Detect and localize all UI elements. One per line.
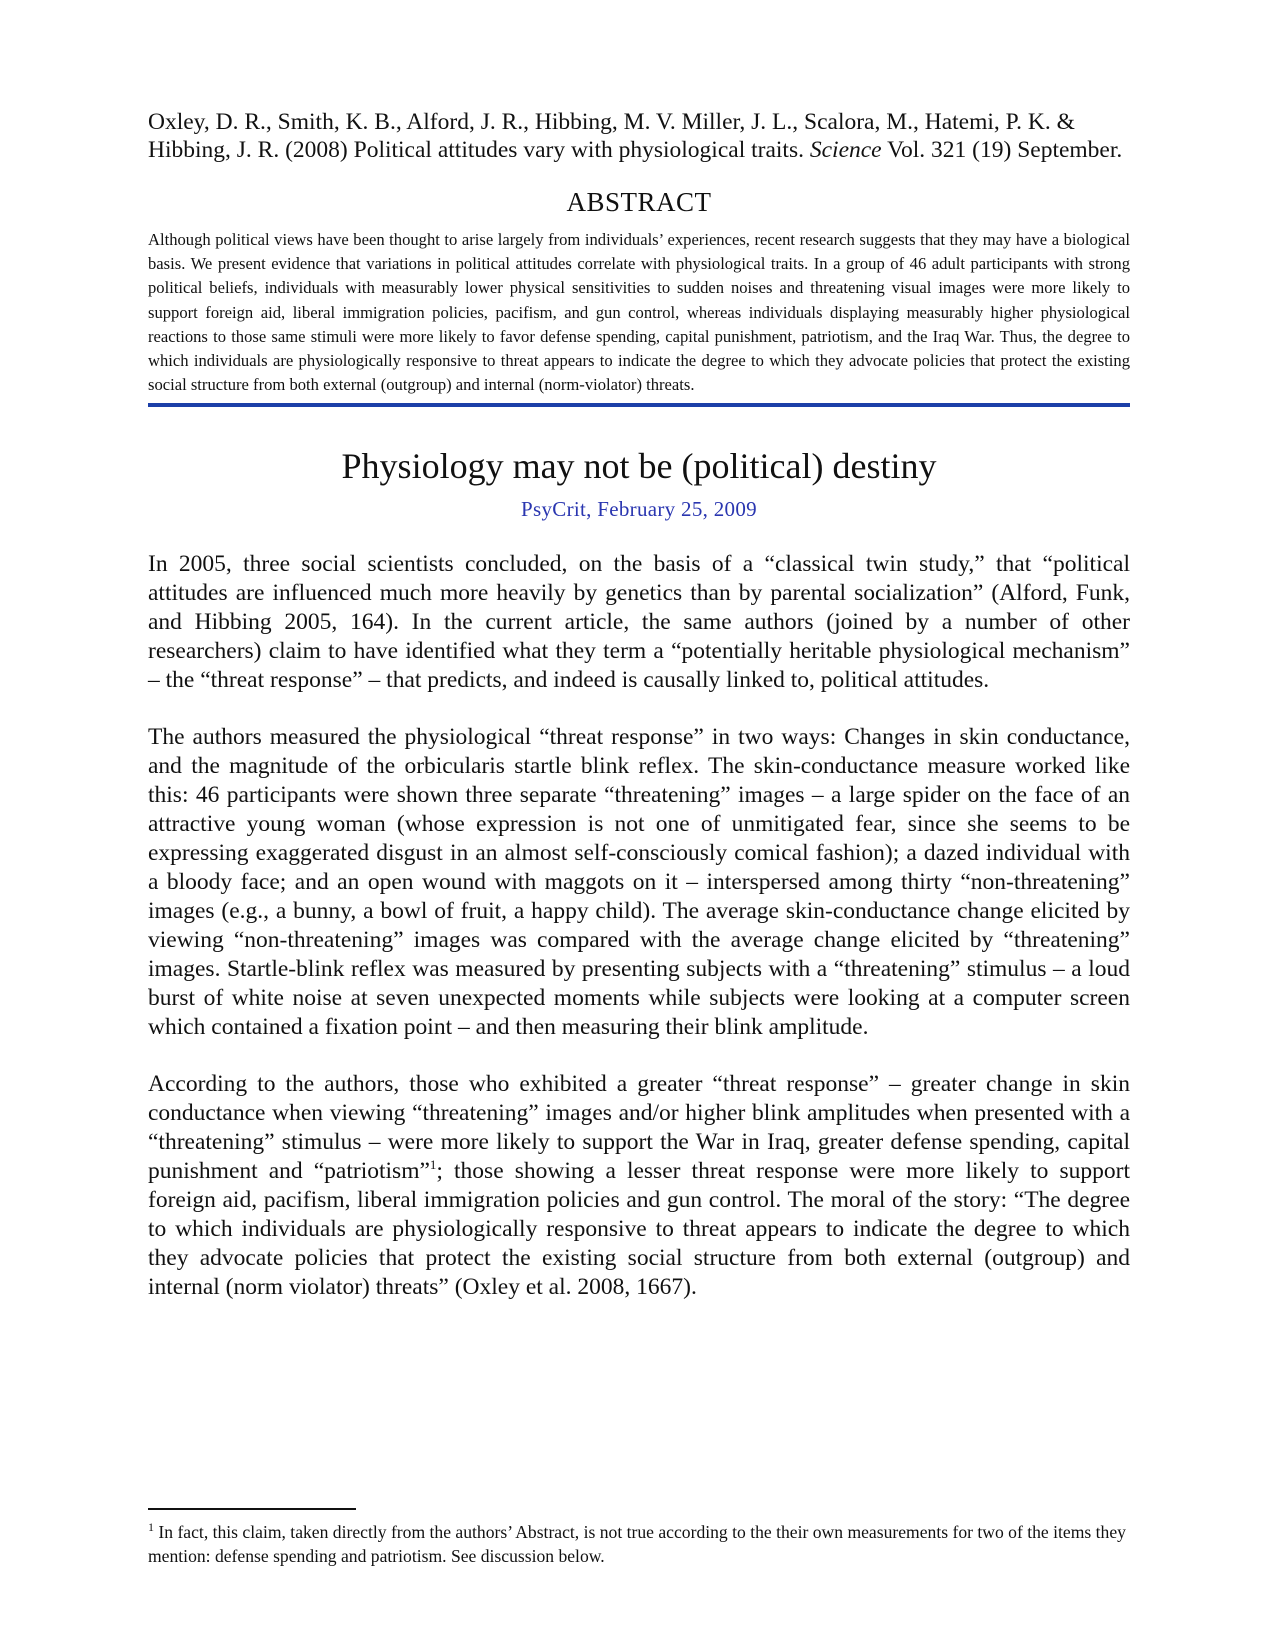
abstract-heading: ABSTRACT <box>566 187 712 217</box>
footnote-marker: 1 <box>148 1520 154 1534</box>
paragraph-3-part-2: ; those showing a lesser threat response were more likely to support foreign aid, pacifism, liberal immigration policies and gun control. The moral of the story: “The degree to which individuals are physiologically responsive to threat appears to indicate the degree to which they advocate policies that protect the existing social structure from both external (outgroup) and internal (norm violator) threats” (Oxley et al. 2008, 1667). <box>148 1158 1130 1301</box>
article-byline: PsyCrit, February 25, 2009 <box>521 497 757 522</box>
citation-journal: Science <box>809 137 882 163</box>
citation-volume: Vol. 321 (19) September. <box>881 137 1123 163</box>
citation-authors: Oxley, D. R., Smith, K. B., Alford, J. R., Hibbing, M. V. Miller, J. L., Scalora, M., Hatemi, P. K. & Hibbing, J. R. (2008) Political attitudes vary with physiological traits. <box>148 109 1075 163</box>
document-page <box>148 108 1130 1330</box>
paragraph-3-part-1: According to the authors, those who exhibited a greater “threat response” – greater change in skin conductance when viewing “threatening” images and/or higher blink amplitudes when presented with a “threatening” stimulus – were more likely to support the War in Iraq, greater defense spending, capital punishment and “patriotism” <box>148 1071 1130 1185</box>
footnote-separator <box>148 1508 356 1510</box>
article-title: Physiology may not be (political) destiny <box>341 446 937 487</box>
footnote-text: In fact, this claim, taken directly from the authors’ Abstract, is not true according to the their own measurements for two of the items they mention: defense spending and patriotism. See discussion below. <box>148 1522 1126 1566</box>
paragraph-2: The authors measured the physiological “threat response” in two ways: Changes in skin conductance, and the magnitude of the orbicularis startle blink reflex. The skin-conductance measure worked like this: 46 participants were shown three separate “threatening” images – a large spider on the face of an attractive young woman (whose expression is not one of unmitigated fear, since she seems to be expressing exaggerated disgust in an almost self-consciously comical fashion); a dazed individual with a bloody face; and an open wound with maggots on it – interspersed among thirty “non-threatening” images (e.g., a bunny, a bowl of fruit, a happy child). The average skin-conductance change elicited by viewing “non-threatening” images was compared with the average change elicited by “threatening” images. Startle-blink reflex was measured by presenting subjects with a “threatening” stimulus – a loud burst of white noise at seven unexpected moments while subjects were looking at a computer screen which contained a fixation point – and then measuring their blink amplitude. <box>148 724 1130 1041</box>
abstract-body: Although political views have been thought to arise largely from individuals’ experiences, recent research suggests that they may have a biological basis. We present evidence that variations in political attitudes correlate with physiological traits. In a group of 46 adult participants with strong political beliefs, individuals with measurably lower physical sensitivities to sudden noises and threatening visual images were more likely to support foreign aid, liberal immigration policies, pacifism, and gun control, whereas individuals displaying measurably higher physiological reactions to those same stimuli were more likely to favor defense spending, capital punishment, patriotism, and the Iraq War. Thus, the degree to which individuals are physiologically responsive to threat appears to indicate the degree to which they advocate policies that protect the existing social structure from both external (outgroup) and internal (norm-violator) threats. <box>148 230 1130 395</box>
paragraph-1: In 2005, three social scientists concluded, on the basis of a “classical twin study,” that “political attitudes are influenced much more heavily by genetics than by parental socialization” (Alford, Funk, and Hibbing 2005, 164). In the current article, the same authors (joined by a number of other researchers) claim to have identified what they term a “potentially heritable physiological mechanism” – the “threat response” – that predicts, and indeed is causally linked to, political attitudes. <box>148 551 1130 694</box>
footnote-reference[interactable]: 1 <box>429 1157 437 1173</box>
footnote <box>148 1520 1130 1568</box>
section-divider <box>148 403 1130 407</box>
paragraph-3 <box>148 1070 1130 1302</box>
citation <box>148 108 1130 164</box>
